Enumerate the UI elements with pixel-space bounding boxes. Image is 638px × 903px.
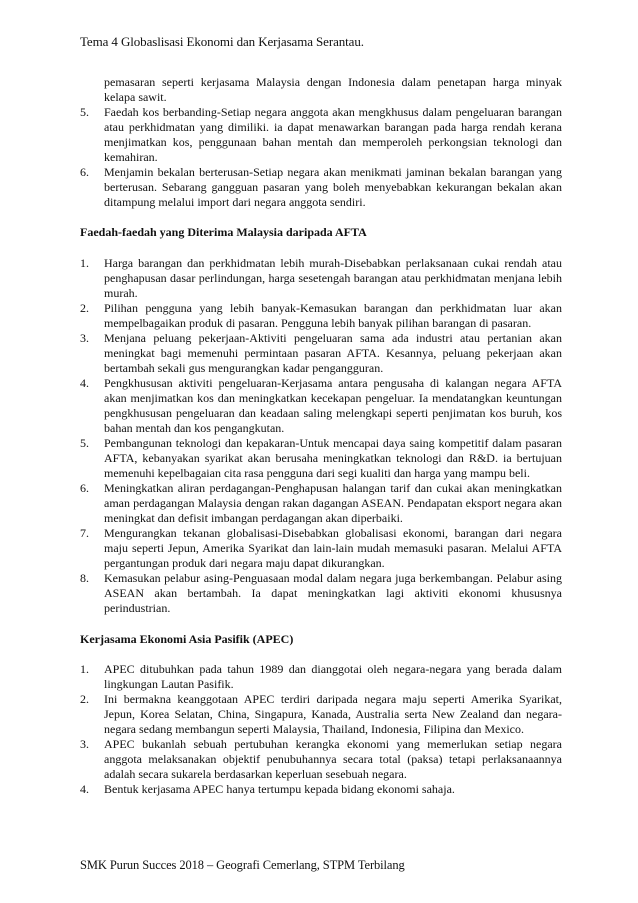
intro-list <box>80 105 562 210</box>
list-item <box>80 301 562 331</box>
item-number: 8. <box>80 571 89 585</box>
item-number: 1. <box>80 256 89 270</box>
item-number: 6. <box>80 481 89 495</box>
item-text: Menjana peluang pekerjaan-Aktiviti pengeluaran sama ada industri atau pertanian akan meningkat bagi memenuhi permintaan pasaran AFTA. Kesannya, peluang pekerjaan akan bertambah sekali gus mengurangkan kadar pengangguran. <box>104 331 562 375</box>
list-item <box>80 376 562 436</box>
list-item <box>80 165 562 210</box>
item-text: Pilihan pengguna yang lebih banyak-Kemasukan barangan dan perkhidmatan luar akan mempelbagaikan produk di pasaran. Pengguna lebih banyak pilihan barangan di pasaran. <box>104 301 562 330</box>
item-text: Faedah kos berbanding-Setiap negara anggota akan mengkhusus dalam pengeluaran barangan atau perkhidmatan yang dimiliki. ia dapat menawarkan barangan pada harga rendah kerana menjimatkan kos, penggunaan bahan mentah dan memperoleh perkongsian teknologi dan kemahiran. <box>104 105 562 164</box>
item-text: APEC bukanlah sebuah pertubuhan kerangka ekonomi yang memerlukan setiap negara anggota melaksanakan objektif penubuhannya secara total (paksa) tetapi perlaksanaannya adalah secara sukarela berdasarkan keperluan sesebuah negara. <box>104 737 562 781</box>
page-header: Tema 4 Globaslisasi Ekonomi dan Kerjasama Serantau. <box>80 34 364 49</box>
item-text: APEC ditubuhkan pada tahun 1989 dan dianggotai oleh negara-negara yang berada dalam lingkungan Lautan Pasifik. <box>104 662 562 691</box>
list-item <box>80 481 562 526</box>
page-content <box>80 75 562 797</box>
item-number: 3. <box>80 331 89 345</box>
item-text: Harga barangan dan perkhidmatan lebih murah-Disebabkan perlaksanaan cukai rendah atau penghapusan dasar perlindungan, harga sesetengah barangan atau perkhidmatan menjana lebih murah. <box>104 256 562 300</box>
item-text: Ini bermakna keanggotaan APEC terdiri daripada negara maju seperti Amerika Syarikat, Jepun, Korea Selatan, China, Singapura, Kanada, Australia serta New Zealand dan negara-negara sedang membangun seperti Malaysia, Thailand, Indonesia, Filipina dan Mexico. <box>104 692 562 736</box>
continuation-paragraph: pemasaran seperti kerjasama Malaysia dengan Indonesia dalam penetapan harga minyak kelapa sawit. <box>104 75 562 104</box>
item-number: 4. <box>80 782 89 796</box>
item-number: 3. <box>80 737 89 751</box>
item-text: Kemasukan pelabur asing-Penguasaan modal dalam negara juga berkembangan. Pelabur asing ASEAN akan bertambah. Ia dapat meningkatkan lagi aktiviti ekonomi khususnya perindustrian. <box>104 571 562 615</box>
list-item <box>80 662 562 692</box>
item-number: 2. <box>80 301 89 315</box>
item-number: 5. <box>80 105 89 119</box>
item-text: Bentuk kerjasama APEC hanya tertumpu kepada bidang ekonomi sahaja. <box>104 782 455 796</box>
item-number: 4. <box>80 376 89 390</box>
afta-list <box>80 256 562 616</box>
item-text: Menjamin bekalan berterusan-Setiap negara akan menikmati jaminan bekalan barangan yang berterusan. Sebarang gangguan pasaran yang boleh menyebabkan kekurangan bekalan akan ditampung melalui import dari negara anggota sendiri. <box>104 165 562 209</box>
page-footer: SMK Purun Succes 2018 – Geografi Cemerlang, STPM Terbilang <box>80 858 405 872</box>
list-item <box>80 782 562 797</box>
item-number: 2. <box>80 692 89 706</box>
section-heading-apec: Kerjasama Ekonomi Asia Pasifik (APEC) <box>80 632 294 646</box>
list-item <box>80 331 562 376</box>
item-text: Pembangunan teknologi dan kepakaran-Untuk mencapai daya saing kompetitif dalam pasaran AFTA, kebanyakan syarikat akan berusaha meningkatkan teknologi dan R&D. ia bertujuan memenuhi kepelbagaian cita rasa pengguna dari segi kualiti dan harga yang mampu beli. <box>104 436 562 480</box>
item-text: Meningkatkan aliran perdagangan-Penghapusan halangan tarif dan cukai akan meningkatkan aman perdagangan Malaysia dengan rakan dagangan ASEAN. Pendapatan eksport negara akan meningkat dan defisit imbangan perdagangan akan diperbaiki. <box>104 481 562 525</box>
list-item <box>80 256 562 301</box>
item-text: Pengkhususan aktiviti pengeluaran-Kerjasama antara pengusaha di kalangan negara AFTA akan menjimatkan kos dan meningkatkan kecekapan pengeluar. Ia mendatangkan keuntungan pengkhususan pengeluaran dan keadaan saling melengkapi seperti penjimatan kos buruh, kos bahan mentah dan kos pengangkutan. <box>104 376 562 435</box>
apec-list <box>80 662 562 797</box>
list-item <box>80 436 562 481</box>
section-heading-afta: Faedah-faedah yang Diterima Malaysia daripada AFTA <box>80 225 367 239</box>
list-item <box>80 737 562 782</box>
item-number: 1. <box>80 662 89 676</box>
item-number: 7. <box>80 526 89 540</box>
list-item <box>80 692 562 737</box>
item-text: Mengurangkan tekanan globalisasi-Disebabkan globalisasi ekonomi, barangan dari negara maju seperti Jepun, Amerika Syarikat dan lain-lain mudah memasuki pasaran. Melalui AFTA pergantungan produk dari negara maju dapat dikurangkan. <box>104 526 562 570</box>
item-number: 6. <box>80 165 89 179</box>
item-number: 5. <box>80 436 89 450</box>
list-item <box>80 571 562 616</box>
list-item <box>80 105 562 165</box>
list-item <box>80 526 562 571</box>
